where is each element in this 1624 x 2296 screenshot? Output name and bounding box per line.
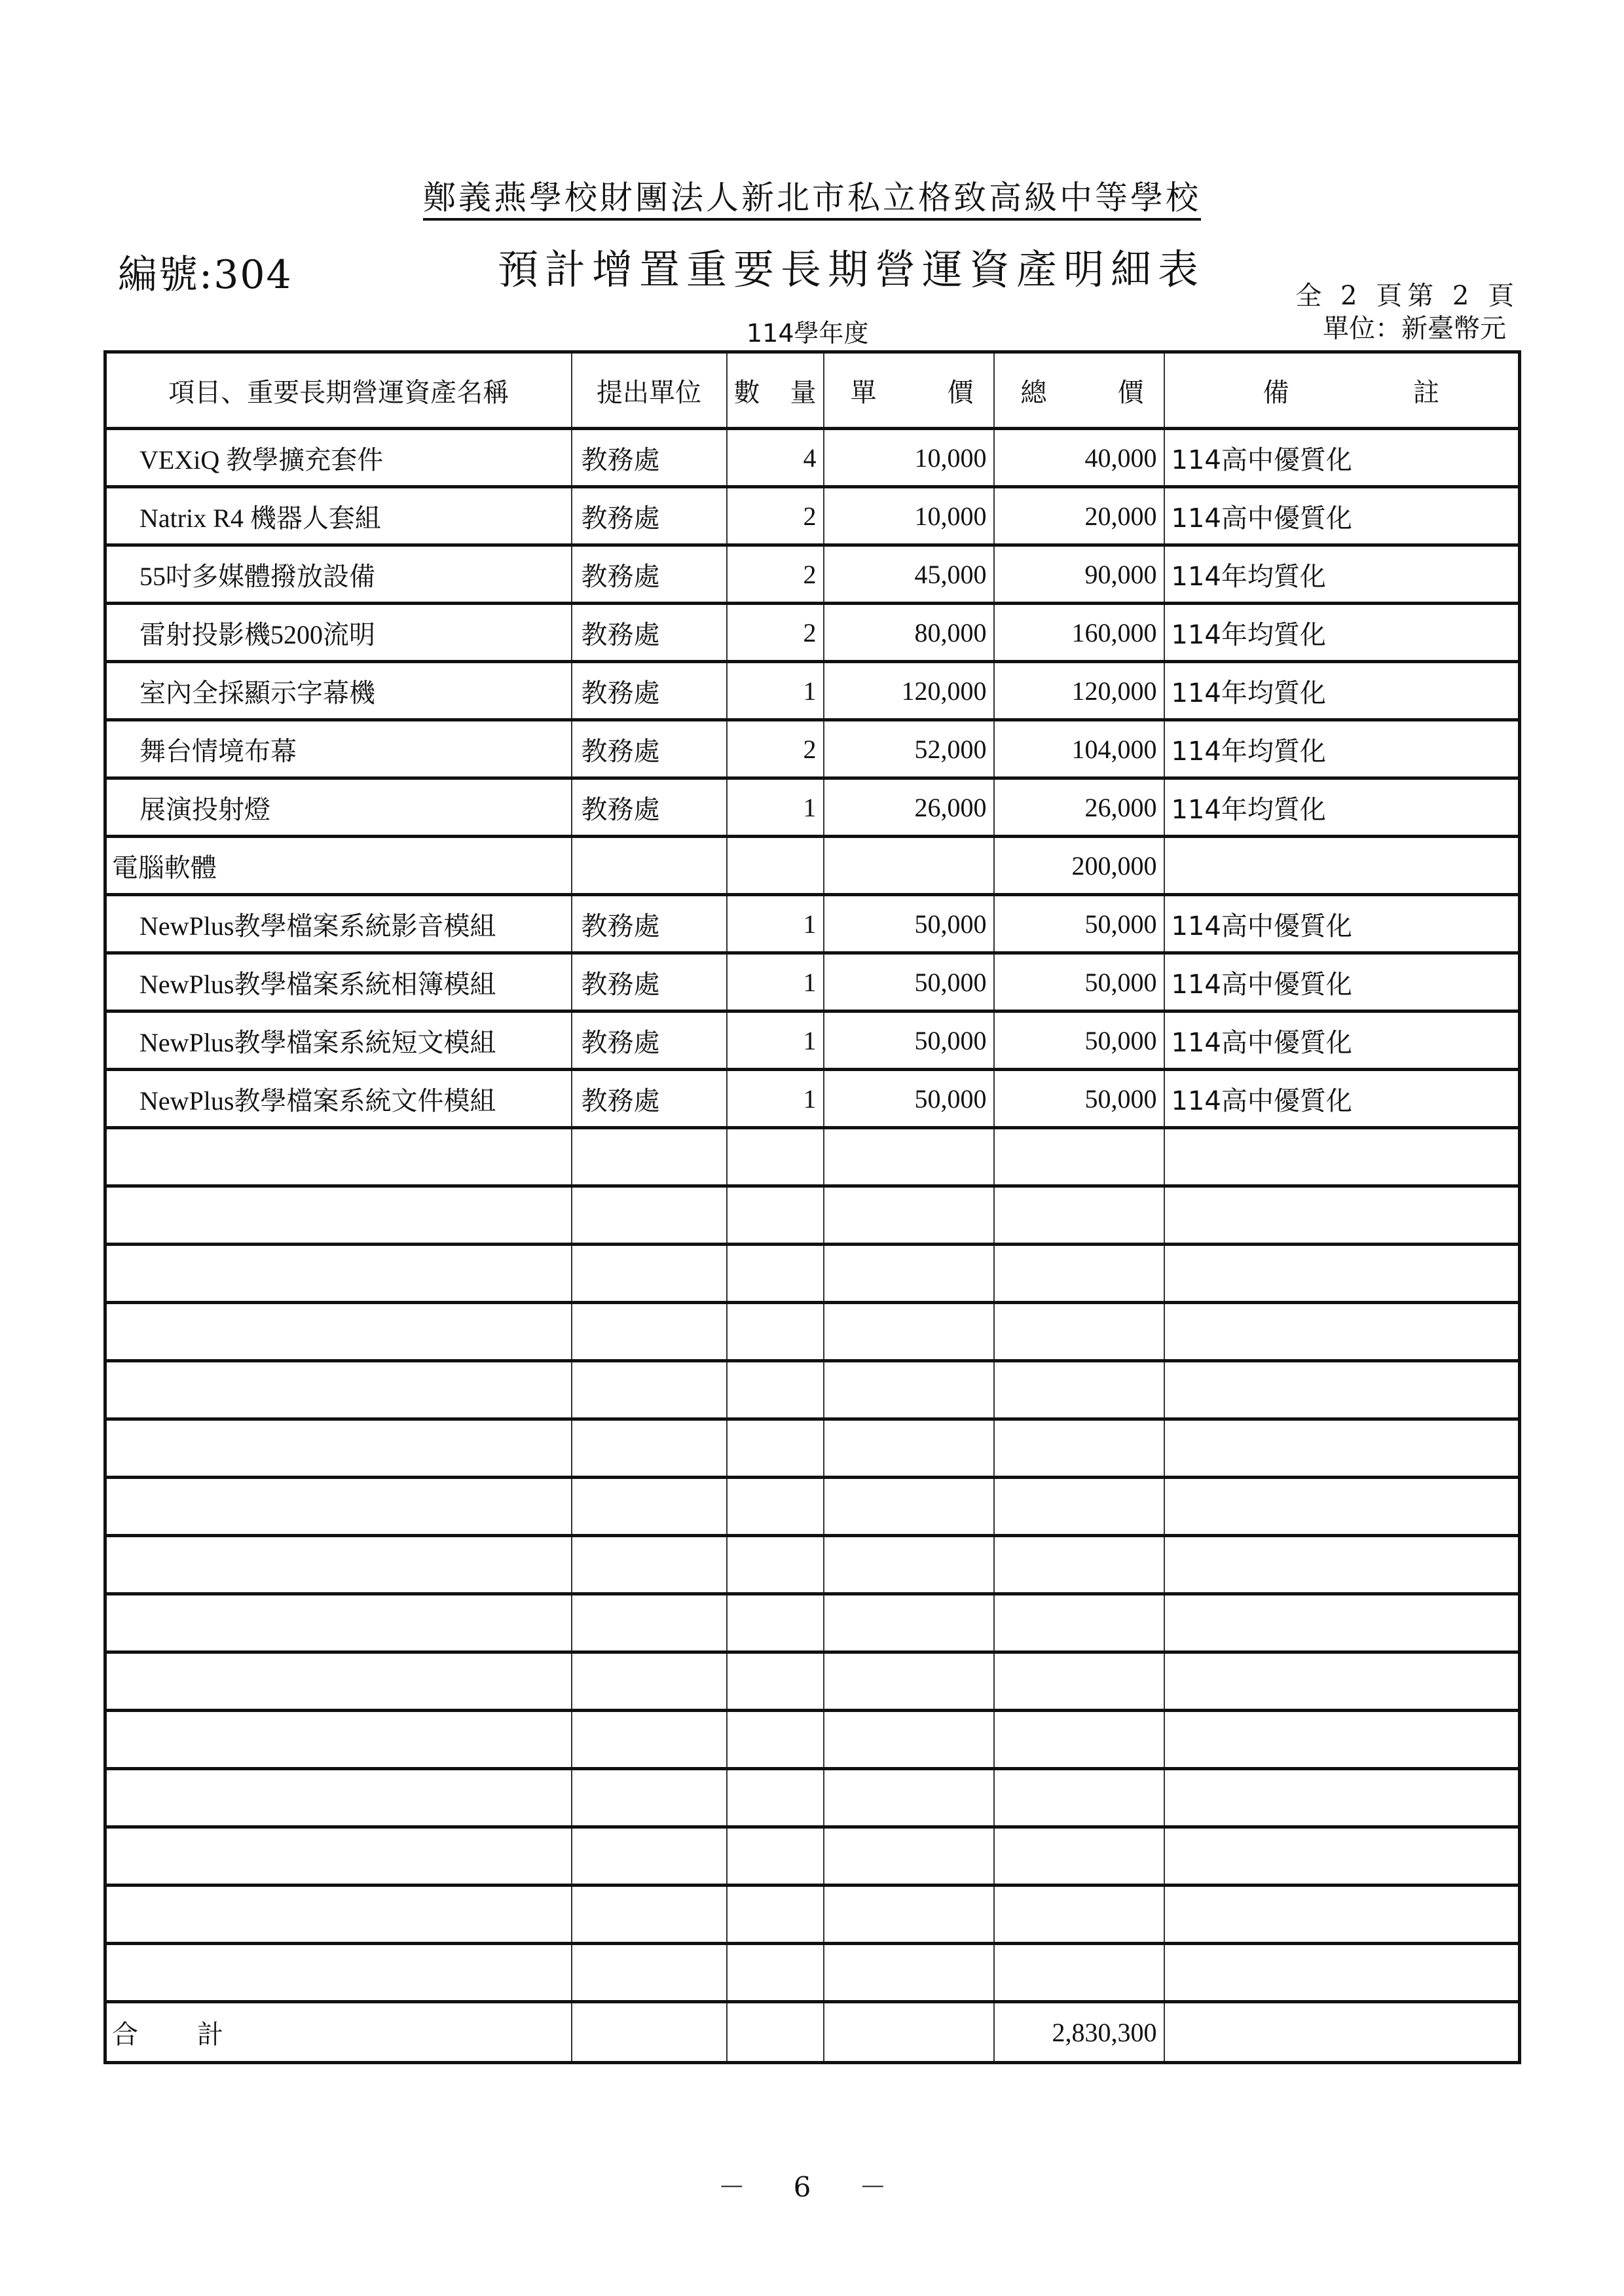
item-name: NewPlus教學檔案系統短文模組 — [105, 1011, 572, 1070]
organization-title — [0, 172, 1624, 219]
total-label-char: 合 — [112, 2019, 138, 2050]
item-total-price: 20,000 — [994, 487, 1164, 545]
empty-cell — [994, 1769, 1164, 1827]
empty-cell — [1164, 1361, 1520, 1419]
empty-cell — [105, 1652, 572, 1711]
empty-cell — [994, 1245, 1164, 1303]
total-note-cell — [1164, 2002, 1520, 2063]
empty-row — [105, 1478, 1520, 1536]
item-department — [572, 837, 727, 895]
column-header-total-price-char: 總 — [1020, 377, 1047, 408]
empty-row — [105, 1361, 1520, 1419]
item-note: 114年均質化 — [1164, 662, 1520, 720]
empty-cell — [1164, 1594, 1520, 1652]
item-department: 教務處 — [572, 429, 727, 487]
item-unit-price — [824, 837, 994, 895]
empty-cell — [572, 1128, 727, 1186]
empty-row — [105, 1303, 1520, 1361]
document-number: 編號:304 — [118, 252, 293, 298]
empty-cell — [824, 1886, 994, 1944]
item-note: 114高中優質化 — [1164, 1070, 1520, 1128]
item-total-price: 50,000 — [994, 895, 1164, 953]
empty-cell — [1164, 1128, 1520, 1186]
item-quantity: 2 — [727, 604, 824, 662]
empty-cell — [994, 1128, 1164, 1186]
item-unit-price: 120,000 — [824, 662, 994, 720]
item-quantity: 1 — [727, 1011, 824, 1070]
empty-cell — [727, 1361, 824, 1419]
empty-cell — [824, 1245, 994, 1303]
empty-cell — [727, 1886, 824, 1944]
empty-cell — [572, 1886, 727, 1944]
item-department: 教務處 — [572, 1011, 727, 1070]
column-header-total-price-char: 價 — [1117, 377, 1144, 408]
empty-cell — [572, 1944, 727, 2002]
empty-cell — [572, 1186, 727, 1245]
total-label-char: 計 — [197, 2019, 223, 2050]
item-quantity: 4 — [727, 429, 824, 487]
item-unit-price: 50,000 — [824, 953, 994, 1011]
item-department: 教務處 — [572, 487, 727, 545]
empty-cell — [105, 1303, 572, 1361]
column-header-total-price — [994, 352, 1164, 429]
empty-cell — [727, 1652, 824, 1711]
item-unit-price: 50,000 — [824, 1070, 994, 1128]
empty-cell — [824, 1769, 994, 1827]
organization-title-text: 鄭義燕學校財團法人新北市私立格致高級中等學校 — [423, 179, 1201, 221]
total-label — [105, 2002, 572, 2063]
item-unit-price: 10,000 — [824, 487, 994, 545]
empty-row — [105, 1886, 1520, 1944]
item-total-price: 26,000 — [994, 778, 1164, 837]
school-year: 114學年度 — [747, 319, 869, 348]
empty-cell — [105, 1186, 572, 1245]
empty-cell — [105, 1245, 572, 1303]
category-row — [105, 837, 1520, 895]
item-name: VEXiQ 教學擴充套件 — [105, 429, 572, 487]
item-quantity: 1 — [727, 953, 824, 1011]
page-info: 全 2 頁第 2 頁 — [1295, 281, 1519, 311]
column-header-unit-price — [824, 352, 994, 429]
column-header-note-char: 註 — [1413, 377, 1439, 408]
empty-cell — [994, 1944, 1164, 2002]
empty-cell — [824, 1361, 994, 1419]
empty-cell — [1164, 1769, 1520, 1827]
column-header-unit-price-char: 價 — [947, 377, 974, 408]
item-department: 教務處 — [572, 953, 727, 1011]
item-quantity — [727, 837, 824, 895]
empty-row — [105, 1419, 1520, 1478]
total-qty-cell — [727, 2002, 824, 2063]
column-header-unit-price-char: 單 — [850, 377, 877, 408]
item-note: 114高中優質化 — [1164, 429, 1520, 487]
empty-cell — [572, 1361, 727, 1419]
empty-cell — [824, 1303, 994, 1361]
empty-cell — [105, 1827, 572, 1886]
item-total-price: 120,000 — [994, 662, 1164, 720]
empty-cell — [727, 1944, 824, 2002]
item-note: 114年均質化 — [1164, 778, 1520, 837]
empty-cell — [824, 1186, 994, 1245]
item-quantity: 1 — [727, 778, 824, 837]
empty-cell — [105, 1478, 572, 1536]
empty-cell — [1164, 1303, 1520, 1361]
item-name: 展演投射燈 — [105, 778, 572, 837]
item-department: 教務處 — [572, 778, 727, 837]
empty-row — [105, 1128, 1520, 1186]
empty-cell — [572, 1827, 727, 1886]
empty-cell — [105, 1536, 572, 1594]
empty-cell — [572, 1769, 727, 1827]
empty-cell — [727, 1711, 824, 1769]
empty-cell — [1164, 1827, 1520, 1886]
item-note: 114高中優質化 — [1164, 487, 1520, 545]
empty-cell — [105, 1944, 572, 2002]
empty-cell — [572, 1711, 727, 1769]
table-row — [105, 953, 1520, 1011]
empty-cell — [1164, 1944, 1520, 2002]
table-row — [105, 1070, 1520, 1128]
item-name: NewPlus教學檔案系統相簿模組 — [105, 953, 572, 1011]
item-department: 教務處 — [572, 604, 727, 662]
empty-cell — [824, 1478, 994, 1536]
item-name: NewPlus教學檔案系統影音模組 — [105, 895, 572, 953]
item-name: 室內全採顯示字幕機 — [105, 662, 572, 720]
item-total-price: 50,000 — [994, 1070, 1164, 1128]
table-row — [105, 778, 1520, 837]
empty-cell — [994, 1536, 1164, 1594]
table-row — [105, 487, 1520, 545]
empty-cell — [994, 1186, 1164, 1245]
empty-cell — [105, 1128, 572, 1186]
item-unit-price: 10,000 — [824, 429, 994, 487]
item-name: 55吋多媒體撥放設備 — [105, 545, 572, 604]
empty-row — [105, 1652, 1520, 1711]
empty-row — [105, 1944, 1520, 2002]
item-quantity: 2 — [727, 487, 824, 545]
assets-table — [103, 350, 1521, 2064]
item-total-price: 200,000 — [994, 837, 1164, 895]
document-title: 預計增置重要長期營運資產明細表 — [498, 246, 1206, 293]
column-header-note — [1164, 352, 1520, 429]
empty-cell — [572, 1536, 727, 1594]
empty-cell — [994, 1886, 1164, 1944]
empty-row — [105, 1536, 1520, 1594]
table-body — [105, 429, 1520, 2002]
empty-cell — [1164, 1478, 1520, 1536]
empty-cell — [994, 1303, 1164, 1361]
empty-cell — [572, 1419, 727, 1478]
empty-cell — [105, 1361, 572, 1419]
item-name: 雷射投影機5200流明 — [105, 604, 572, 662]
empty-cell — [1164, 1186, 1520, 1245]
empty-cell — [1164, 1711, 1520, 1769]
item-note: 114年均質化 — [1164, 545, 1520, 604]
empty-cell — [994, 1711, 1164, 1769]
empty-row — [105, 1245, 1520, 1303]
empty-cell — [572, 1478, 727, 1536]
empty-cell — [824, 1536, 994, 1594]
table-row — [105, 429, 1520, 487]
empty-cell — [824, 1419, 994, 1478]
item-department: 教務處 — [572, 662, 727, 720]
item-total-price: 104,000 — [994, 720, 1164, 778]
total-dept-cell — [572, 2002, 727, 2063]
item-note: 114高中優質化 — [1164, 953, 1520, 1011]
empty-cell — [105, 1886, 572, 1944]
item-total-price: 50,000 — [994, 1011, 1164, 1070]
empty-cell — [994, 1478, 1164, 1536]
item-quantity: 2 — [727, 720, 824, 778]
empty-cell — [1164, 1536, 1520, 1594]
empty-cell — [572, 1652, 727, 1711]
empty-cell — [1164, 1245, 1520, 1303]
column-header-qty-char: 數 — [733, 377, 760, 408]
currency-unit: 單位：新臺幣元 — [1323, 314, 1506, 344]
empty-cell — [727, 1478, 824, 1536]
empty-row — [105, 1594, 1520, 1652]
table-row — [105, 545, 1520, 604]
table-row — [105, 720, 1520, 778]
empty-cell — [572, 1245, 727, 1303]
item-note: 114高中優質化 — [1164, 1011, 1520, 1070]
empty-cell — [1164, 1419, 1520, 1478]
item-unit-price: 50,000 — [824, 895, 994, 953]
empty-cell — [727, 1594, 824, 1652]
item-total-price: 50,000 — [994, 953, 1164, 1011]
item-total-price: 90,000 — [994, 545, 1164, 604]
empty-cell — [727, 1303, 824, 1361]
table-row — [105, 895, 1520, 953]
empty-cell — [994, 1361, 1164, 1419]
empty-cell — [727, 1536, 824, 1594]
item-quantity: 2 — [727, 545, 824, 604]
item-name: NewPlus教學檔案系統文件模組 — [105, 1070, 572, 1128]
empty-cell — [994, 1827, 1164, 1886]
category-name: 電腦軟體 — [105, 837, 572, 895]
table-header-row — [105, 352, 1520, 429]
empty-cell — [105, 1711, 572, 1769]
empty-row — [105, 1711, 1520, 1769]
empty-cell — [105, 1769, 572, 1827]
empty-cell — [572, 1303, 727, 1361]
item-total-price: 160,000 — [994, 604, 1164, 662]
item-department: 教務處 — [572, 895, 727, 953]
column-header-name: 項目、重要長期營運資產名稱 — [105, 352, 572, 429]
item-quantity: 1 — [727, 662, 824, 720]
item-note: 114年均質化 — [1164, 604, 1520, 662]
empty-cell — [994, 1419, 1164, 1478]
column-header-dept: 提出單位 — [572, 352, 727, 429]
empty-cell — [727, 1769, 824, 1827]
empty-cell — [727, 1128, 824, 1186]
empty-cell — [1164, 1886, 1520, 1944]
empty-row — [105, 1186, 1520, 1245]
item-department: 教務處 — [572, 720, 727, 778]
empty-row — [105, 1827, 1520, 1886]
page-number: － 6 － — [718, 2171, 906, 2203]
item-note: 114高中優質化 — [1164, 895, 1520, 953]
empty-cell — [1164, 1652, 1520, 1711]
item-department: 教務處 — [572, 1070, 727, 1128]
item-unit-price: 26,000 — [824, 778, 994, 837]
item-unit-price: 50,000 — [824, 1011, 994, 1070]
empty-cell — [105, 1594, 572, 1652]
empty-cell — [824, 1128, 994, 1186]
empty-cell — [824, 1711, 994, 1769]
empty-cell — [727, 1419, 824, 1478]
grand-total: 2,830,300 — [994, 2002, 1164, 2063]
item-unit-price: 52,000 — [824, 720, 994, 778]
column-header-note-char: 備 — [1263, 377, 1289, 408]
empty-cell — [727, 1827, 824, 1886]
empty-cell — [727, 1186, 824, 1245]
empty-cell — [824, 1827, 994, 1886]
column-header-qty-char: 量 — [790, 377, 817, 408]
empty-row — [105, 1769, 1520, 1827]
item-quantity: 1 — [727, 895, 824, 953]
total-row — [105, 2002, 1520, 2063]
column-header-qty — [727, 352, 824, 429]
item-note: 114年均質化 — [1164, 720, 1520, 778]
item-quantity: 1 — [727, 1070, 824, 1128]
table-row — [105, 662, 1520, 720]
empty-cell — [824, 1594, 994, 1652]
item-unit-price: 80,000 — [824, 604, 994, 662]
empty-cell — [824, 1652, 994, 1711]
item-department: 教務處 — [572, 545, 727, 604]
empty-cell — [994, 1594, 1164, 1652]
item-name: 舞台情境布幕 — [105, 720, 572, 778]
table-row — [105, 604, 1520, 662]
item-note — [1164, 837, 1520, 895]
empty-cell — [994, 1652, 1164, 1711]
item-total-price: 40,000 — [994, 429, 1164, 487]
empty-cell — [105, 1419, 572, 1478]
item-name: Natrix R4 機器人套組 — [105, 487, 572, 545]
empty-cell — [572, 1594, 727, 1652]
item-unit-price: 45,000 — [824, 545, 994, 604]
total-unit-price-cell — [824, 2002, 994, 2063]
empty-cell — [824, 1944, 994, 2002]
table-row — [105, 1011, 1520, 1070]
empty-cell — [727, 1245, 824, 1303]
